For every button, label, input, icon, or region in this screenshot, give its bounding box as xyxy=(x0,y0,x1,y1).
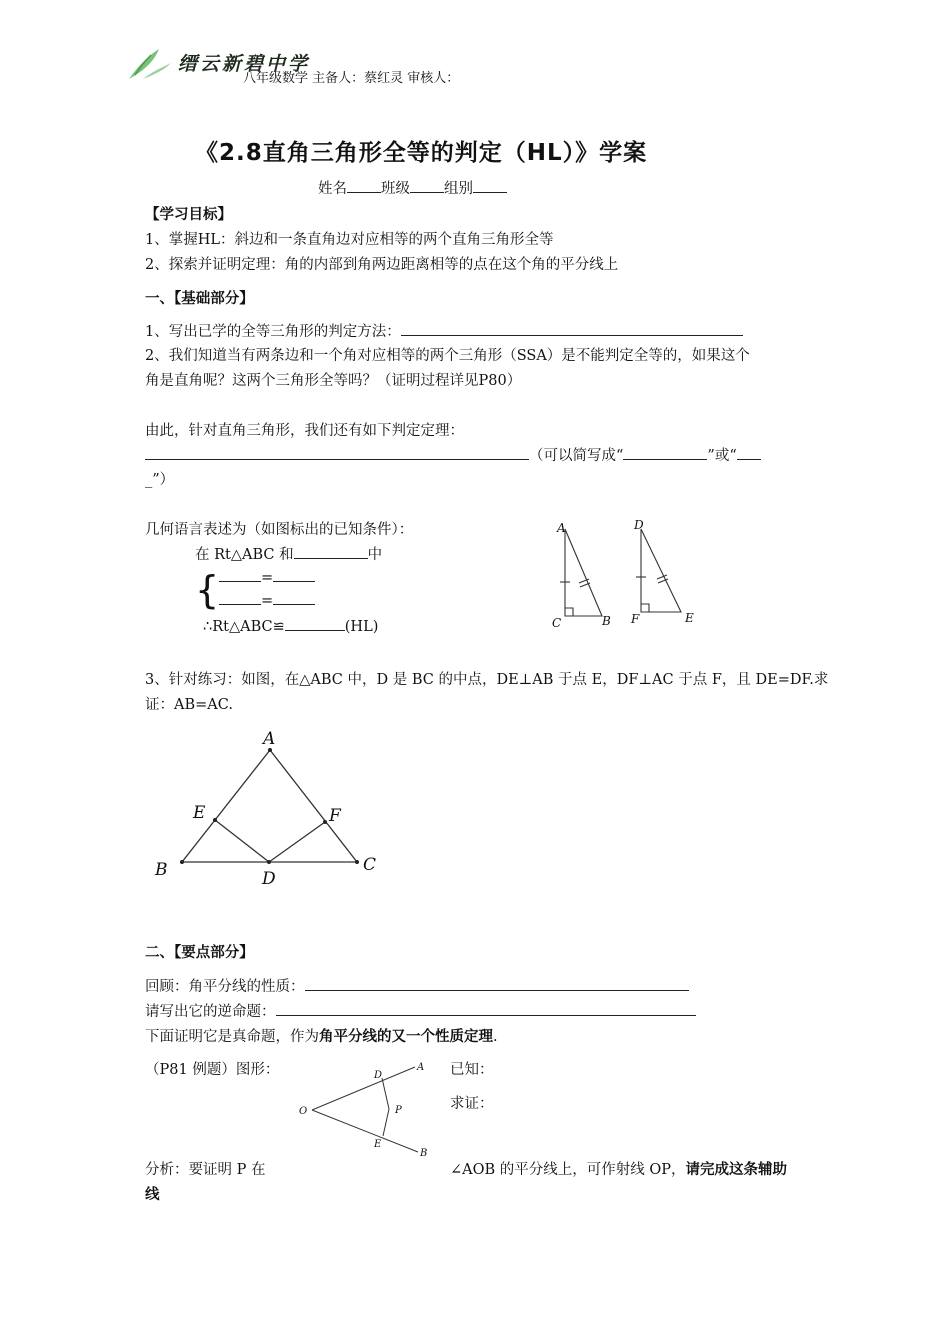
hl-label: (HL) xyxy=(344,619,379,635)
school-logo xyxy=(125,45,173,83)
objective-item: 2、探索并证明定理：角的内部到角两边距离相等的点在这个角的平分线上 xyxy=(145,257,619,273)
label-C2: C xyxy=(363,855,377,875)
q2-line1: 2、我们知道当有两条边和一个角对应相等的两个三角形（SSA）是不能判定全等的，如果这个 xyxy=(145,348,750,364)
group-label: 组别 xyxy=(444,181,473,197)
label-B3: B xyxy=(420,1148,428,1159)
triangle-midpoint-figure xyxy=(145,720,385,890)
analysis-d: 线 xyxy=(145,1186,160,1203)
abbr-blank-2[interactable] xyxy=(737,458,761,460)
analysis-a: 分析：要证明 P 在 xyxy=(145,1162,266,1178)
point-F xyxy=(323,820,327,824)
theorem-line xyxy=(145,444,761,465)
label-B2: B xyxy=(155,860,168,880)
label-D: D xyxy=(634,518,644,532)
segment-de xyxy=(215,820,269,862)
objective-item: 1、掌握HL：斜边和一条直角边对应相等的两个直角三角形全等 xyxy=(145,232,554,248)
page-title: 《2.8直角三角形全等的判定（HL）》学案 xyxy=(195,140,648,166)
right-angle-c xyxy=(565,608,573,616)
analysis-b: ∠AOB 的平分线上，可作射线 OP， xyxy=(450,1162,686,1178)
prove-text-a: 下面证明它是真命题，作为 xyxy=(145,1029,319,1045)
cond1-right-blank[interactable] xyxy=(273,580,315,582)
student-info xyxy=(318,177,507,198)
segment-pd xyxy=(382,1078,389,1109)
class-blank[interactable] xyxy=(410,191,444,193)
given-label: 已知： xyxy=(450,1062,494,1078)
abbr-text-b: ”或“ xyxy=(707,448,737,464)
label-F2: F xyxy=(329,806,341,826)
point-C xyxy=(355,860,359,864)
point-E xyxy=(213,818,217,822)
in-rt-line xyxy=(195,543,382,564)
label-E2: E xyxy=(193,803,206,823)
q1-text: 1、写出已学的全等三角形的判定方法： xyxy=(145,324,401,340)
therefore-text: ∴Rt△ABC≌ xyxy=(203,619,285,635)
zhong-text: 中 xyxy=(367,547,383,563)
brace: { xyxy=(195,568,220,612)
class-label: 班级 xyxy=(381,181,410,197)
point-D xyxy=(267,860,271,864)
label-A3: A xyxy=(417,1062,425,1073)
prove-line xyxy=(145,1025,498,1046)
header-meta: 八年级数学 主备人：蔡红灵 审核人： xyxy=(243,71,460,86)
abbr-text-c: _”） xyxy=(145,472,175,488)
theorem-blank[interactable] xyxy=(145,458,529,460)
name-label: 姓名 xyxy=(318,181,347,197)
label-B: B xyxy=(602,614,611,628)
review-line xyxy=(145,975,689,996)
q1-blank[interactable] xyxy=(401,334,743,336)
label-O3: O xyxy=(299,1106,308,1117)
key-heading: 二、【要点部分】 xyxy=(145,944,254,961)
triangle-def xyxy=(641,529,681,612)
review-text: 回顾：角平分线的性质： xyxy=(145,979,305,995)
cond2-left-blank[interactable] xyxy=(219,603,261,605)
triangle-abc xyxy=(565,529,602,616)
label-D3: D xyxy=(374,1070,383,1081)
conclusion-blank[interactable] xyxy=(285,629,345,631)
group-blank[interactable] xyxy=(473,191,507,193)
derive-text: 由此，针对直角三角形，我们还有如下判定定理： xyxy=(145,423,464,439)
condition-1 xyxy=(219,570,315,586)
cond1-eq: = xyxy=(261,570,274,586)
analysis-c: 请完成这条辅助 xyxy=(685,1161,788,1178)
leaf-logo-icon xyxy=(125,45,173,83)
q1 xyxy=(145,320,743,341)
second-triangle-blank[interactable] xyxy=(294,557,368,559)
school-name: 缙云新碧中学 xyxy=(178,53,311,75)
segment-df xyxy=(269,822,325,862)
label-A2: A xyxy=(263,729,276,749)
segment-pe xyxy=(383,1109,389,1136)
angle-bisector-figure xyxy=(290,1055,440,1160)
ray-oa xyxy=(312,1067,415,1110)
prove-text-b: 角平分线的又一个性质定理 xyxy=(319,1028,493,1045)
q3-line1: 3、针对练习：如图，在△ABC 中，D 是 BC 的中点，DE⊥AB 于点 E，DF⊥AC 于点 F，且 DE=DF.求 xyxy=(145,672,829,688)
analysis-line xyxy=(450,1158,787,1179)
right-angle-f xyxy=(641,604,649,612)
q3-line2: 证：AB=AC. xyxy=(145,697,233,713)
abbr-text-a: （可以简写成“ xyxy=(529,448,624,464)
converse-blank[interactable] xyxy=(276,1014,696,1016)
basic-heading: 一、【基础部分】 xyxy=(145,290,254,307)
cond1-left-blank[interactable] xyxy=(219,580,261,582)
cond2-eq: = xyxy=(261,593,274,609)
point-B xyxy=(180,860,184,864)
prove-label: 求证： xyxy=(450,1096,494,1112)
review-blank[interactable] xyxy=(305,989,689,991)
converse-line xyxy=(145,1000,696,1021)
label-D2: D xyxy=(262,869,276,889)
cond2-right-blank[interactable] xyxy=(273,603,315,605)
converse-text: 请写出它的逆命题： xyxy=(145,1004,276,1020)
name-blank[interactable] xyxy=(347,191,381,193)
geo-lang: 几何语言表述为（如图标出的已知条件）： xyxy=(145,522,414,538)
condition-2 xyxy=(219,593,315,609)
label-F: F xyxy=(631,612,640,626)
right-triangles-figure xyxy=(545,515,705,630)
abbr-blank-1[interactable] xyxy=(623,458,707,460)
label-E: E xyxy=(685,611,694,625)
objectives-heading: 【学习目标】 xyxy=(145,206,232,223)
in-rt-text: 在 Rt△ABC 和 xyxy=(195,547,294,563)
label-E3: E xyxy=(374,1139,382,1150)
label-A: A xyxy=(557,521,566,535)
therefore-line xyxy=(203,619,378,635)
label-P3: P xyxy=(395,1105,402,1116)
example-label: （P81 例题）图形： xyxy=(145,1062,280,1078)
ray-ob xyxy=(312,1110,418,1152)
prove-text-c: . xyxy=(493,1029,498,1045)
tick-de-1 xyxy=(657,575,667,579)
label-C: C xyxy=(552,616,562,630)
q2-line2: 角是直角呢？这两个三角形全等吗？（证明过程详见P80） xyxy=(145,373,522,389)
